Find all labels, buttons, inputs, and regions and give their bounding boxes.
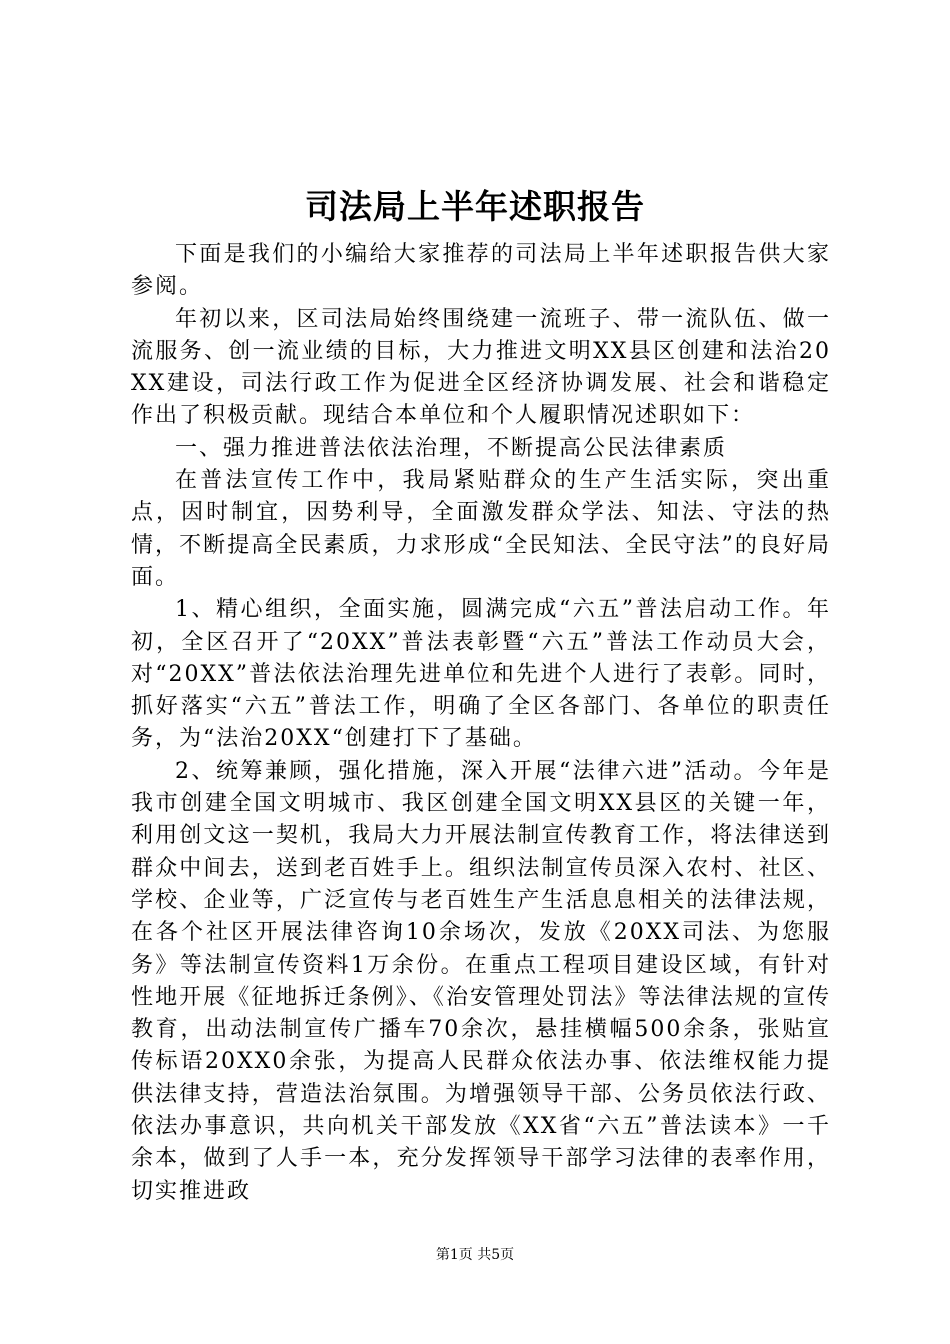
section-paragraph: 在普法宣传工作中，我局紧贴群众的生产生活实际，突出重点，因时制宜，因势利导，全面激发群众学法、知法、守法的热情，不断提高全民素质，力求形成“全民知法、全民守法”的良好局面。	[131, 468, 831, 590]
document-body	[131, 239, 831, 1208]
item-2-paragraph: 2、统筹兼顾，强化措施，深入开展“法律六进”活动。今年是我市创建全国文明城市、我区创建全国文明XX县区的关键一年，利用创文这一契机，我局大力开展法制宣传教育工作，将法律送到群众中间去，送到老百姓手上。组织法制宣传员深入农村、社区、学校、企业等，广泛宣传与老百姓生产生活息息相关的法律法规，在各个社区开展法律咨询10余场次，发放《20XX司法、为您服务》等法制宣传资料1万余份。在重点工程项目建设区域，有针对性地开展《征地拆迁条例》、《治安管理处罚法》等法律法规的宣传教育，出动法制宣传广播车70余次，悬挂横幅500余条，张贴宣传标语20XX0余张，为提高人民群众依法办事、依法维权能力提供法律支持，营造法治氛围。为增强领导干部、公务员依法行政、依法办事意识，共向机关干部发放《XX省“六五”普法读本》一千余本，做到了人手一本，充分发挥领导干部学习法律的表率作用，切实推进政	[131, 758, 831, 1204]
item-1-paragraph: 1、精心组织，全面实施，圆满完成“六五”普法启动工作。年初，全区召开了“20XX”普法表彰暨“六五”普法工作动员大会，对“20XX”普法依法治理先进单位和先进个人进行了表彰。同时，抓好落实“六五”普法工作，明确了全区各部门、各单位的职责任务，为“法治20XX“创建打下了基础。	[131, 597, 831, 752]
page-number-footer: 第1页 共5页	[435, 1247, 515, 1263]
overview-paragraph: 年初以来，区司法局始终围绕建一流班子、带一流队伍、做一流服务、创一流业绩的目标，大力推进文明XX县区创建和法治20XX建设，司法行政工作为促进全区经济协调发展、社会和谐稳定作出了积极贡献。现结合本单位和个人履职情况述职如下：	[131, 306, 831, 429]
document-title: 司法局上半年述职报告	[305, 187, 645, 226]
intro-paragraph: 下面是我们的小编给大家推荐的司法局上半年述职报告供大家参阅。	[131, 242, 831, 300]
section-heading: 一、强力推进普法依法治理，不断提高公民法律素质	[175, 435, 728, 461]
